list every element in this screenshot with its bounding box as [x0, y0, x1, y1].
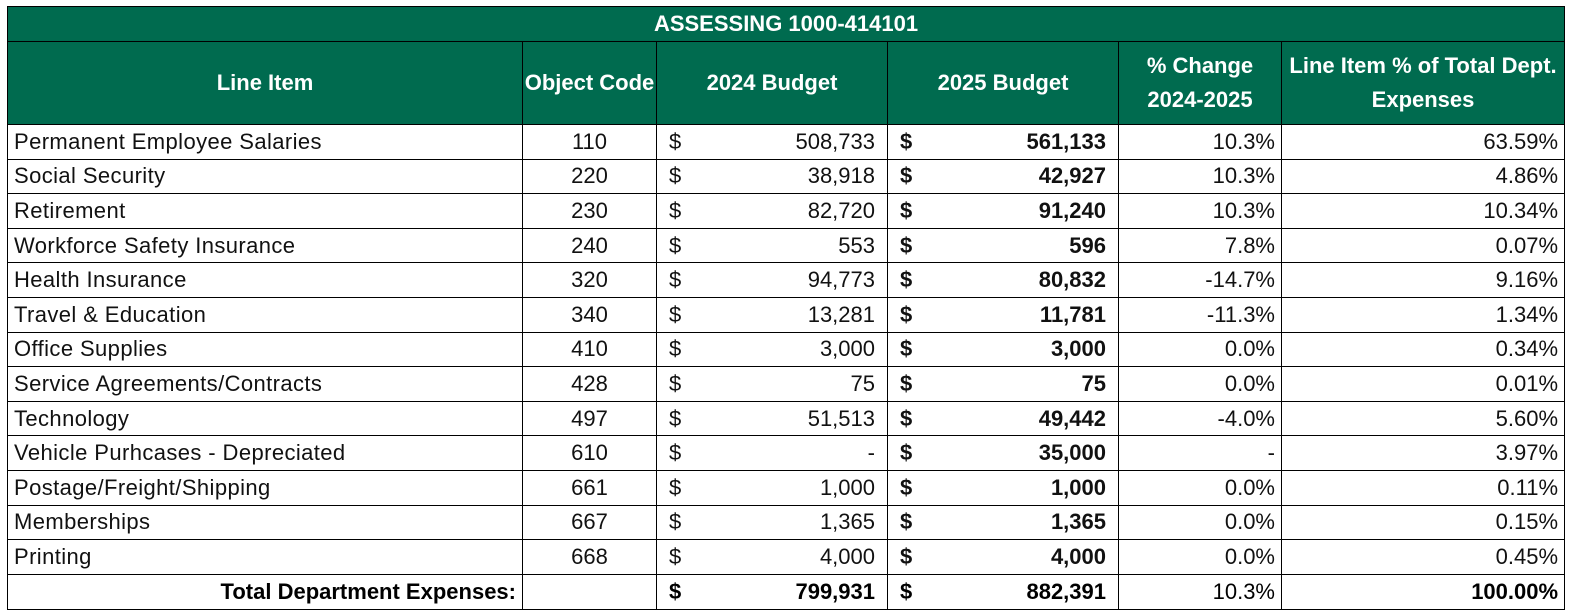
pct-change: 0.0% [1119, 505, 1282, 540]
budget-2024-amount: 38,918 [807, 163, 875, 189]
table-row [8, 263, 1565, 298]
line-item-name: Printing [8, 540, 523, 575]
budget-2024-cell [657, 332, 888, 367]
pct-change: 0.0% [1119, 367, 1282, 402]
line-item-name: Workforce Safety Insurance [8, 228, 523, 263]
budget-2025-amount: 80,832 [1038, 267, 1106, 293]
budget-2025-amount: 35,000 [1038, 440, 1106, 466]
header-row [8, 42, 1565, 125]
currency-symbol: $ [669, 232, 682, 258]
table-row [8, 540, 1565, 575]
budget-2025-amount: 3,000 [1050, 336, 1106, 362]
total-pct-share: 100.00% [1282, 574, 1565, 609]
pct-of-total: 0.01% [1282, 367, 1565, 402]
table-row [8, 436, 1565, 471]
currency-symbol: $ [669, 128, 682, 154]
budget-2024-amount: 1,000 [819, 474, 875, 500]
budget-2025-cell [888, 332, 1119, 367]
budget-2025-cell [888, 436, 1119, 471]
object-code: 340 [523, 297, 657, 332]
currency-symbol: $ [669, 509, 682, 535]
budget-2025-cell [888, 367, 1119, 402]
budget-2024-cell [657, 540, 888, 575]
budget-2024-cell [657, 194, 888, 229]
table-row [8, 401, 1565, 436]
budget-2025-amount: 1,365 [1050, 509, 1106, 535]
budget-2024-cell [657, 367, 888, 402]
total-budget-2024 [657, 574, 888, 609]
budget-2024-amount: 4,000 [819, 543, 875, 569]
pct-of-total: 4.86% [1282, 159, 1565, 194]
object-code: 428 [523, 367, 657, 402]
object-code: 497 [523, 401, 657, 436]
header-line-item: Line Item [8, 42, 523, 125]
header-budget-2025: 2025 Budget [888, 42, 1119, 125]
table-row [8, 367, 1565, 402]
budget-2024-amount: 3,000 [819, 336, 875, 362]
budget-2025-amount: 561,133 [1026, 128, 1106, 154]
budget-2025-cell [888, 194, 1119, 229]
currency-symbol: $ [900, 370, 913, 396]
pct-change: -4.0% [1119, 401, 1282, 436]
title-row [8, 7, 1565, 42]
total-2025-amount: 882,391 [1026, 578, 1106, 604]
table-row [8, 470, 1565, 505]
object-code: 220 [523, 159, 657, 194]
header-pct-change: % Change 2024-2025 [1119, 42, 1282, 125]
pct-of-total: 63.59% [1282, 125, 1565, 160]
budget-2025-cell [888, 228, 1119, 263]
currency-symbol: $ [669, 405, 682, 431]
currency-symbol: $ [669, 163, 682, 189]
currency-symbol: $ [669, 197, 682, 223]
pct-of-total: 1.34% [1282, 297, 1565, 332]
object-code: 668 [523, 540, 657, 575]
table-row [8, 332, 1565, 367]
currency-symbol: $ [669, 474, 682, 500]
pct-of-total: 9.16% [1282, 263, 1565, 298]
budget-2025-amount: 75 [1081, 370, 1106, 396]
pct-change: 7.8% [1119, 228, 1282, 263]
line-item-name: Health Insurance [8, 263, 523, 298]
header-budget-2024: 2024 Budget [657, 42, 888, 125]
budget-2024-cell [657, 125, 888, 160]
budget-2024-cell [657, 505, 888, 540]
budget-2025-amount: 11,781 [1039, 301, 1106, 327]
pct-change: - [1119, 436, 1282, 471]
table-body [8, 125, 1565, 575]
pct-of-total: 10.34% [1282, 194, 1565, 229]
pct-of-total: 0.11% [1282, 470, 1565, 505]
currency-symbol: $ [669, 578, 682, 604]
budget-2025-amount: 4,000 [1050, 543, 1106, 569]
budget-2024-cell [657, 159, 888, 194]
budget-2025-cell [888, 263, 1119, 298]
object-code: 667 [523, 505, 657, 540]
currency-symbol: $ [669, 370, 682, 396]
table-row [8, 228, 1565, 263]
pct-of-total: 5.60% [1282, 401, 1565, 436]
pct-of-total: 3.97% [1282, 436, 1565, 471]
object-code: 410 [523, 332, 657, 367]
pct-change: 0.0% [1119, 540, 1282, 575]
budget-2024-amount: 553 [838, 232, 875, 258]
total-pct-change: 10.3% [1119, 574, 1282, 609]
budget-table-container [7, 6, 1564, 610]
currency-symbol: $ [669, 301, 682, 327]
currency-symbol: $ [900, 509, 913, 535]
pct-change: 10.3% [1119, 194, 1282, 229]
budget-2025-cell [888, 401, 1119, 436]
budget-2025-amount: 49,442 [1038, 405, 1106, 431]
budget-2025-cell [888, 297, 1119, 332]
currency-symbol: $ [900, 474, 913, 500]
header-pct-total: Line Item % of Total Dept. Expenses [1282, 42, 1565, 125]
table-row [8, 159, 1565, 194]
currency-symbol: $ [900, 267, 913, 293]
budget-2025-cell [888, 505, 1119, 540]
budget-2025-amount: 1,000 [1050, 474, 1106, 500]
currency-symbol: $ [900, 163, 913, 189]
pct-change: 0.0% [1119, 470, 1282, 505]
budget-2024-amount: 508,733 [795, 128, 875, 154]
object-code: 110 [523, 125, 657, 160]
line-item-name: Retirement [8, 194, 523, 229]
pct-change: -11.3% [1119, 297, 1282, 332]
budget-2024-amount: 82,720 [807, 197, 875, 223]
budget-2025-cell [888, 159, 1119, 194]
line-item-name: Memberships [8, 505, 523, 540]
budget-2025-amount: 596 [1069, 232, 1106, 258]
budget-2024-amount: 51,513 [807, 405, 875, 431]
currency-symbol: $ [669, 336, 682, 362]
object-code: 610 [523, 436, 657, 471]
table-row [8, 505, 1565, 540]
header-object-code: Object Code [523, 42, 657, 125]
line-item-name: Travel & Education [8, 297, 523, 332]
line-item-name: Social Security [8, 159, 523, 194]
pct-of-total: 0.45% [1282, 540, 1565, 575]
budget-2025-cell [888, 125, 1119, 160]
currency-symbol: $ [900, 232, 913, 258]
table-row [8, 297, 1565, 332]
line-item-name: Technology [8, 401, 523, 436]
pct-change: 10.3% [1119, 125, 1282, 160]
pct-change: 0.0% [1119, 332, 1282, 367]
pct-of-total: 0.15% [1282, 505, 1565, 540]
pct-of-total: 0.34% [1282, 332, 1565, 367]
pct-change: 10.3% [1119, 159, 1282, 194]
budget-2025-amount: 91,240 [1038, 197, 1106, 223]
budget-2024-amount: 94,773 [807, 267, 875, 293]
currency-symbol: $ [669, 543, 682, 569]
line-item-name: Vehicle Purhcases - Depreciated [8, 436, 523, 471]
currency-symbol: $ [900, 405, 913, 431]
table-row [8, 194, 1565, 229]
currency-symbol: $ [669, 267, 682, 293]
object-code: 661 [523, 470, 657, 505]
line-item-name: Postage/Freight/Shipping [8, 470, 523, 505]
budget-2024-cell [657, 297, 888, 332]
currency-symbol: $ [900, 128, 913, 154]
currency-symbol: $ [900, 440, 913, 466]
budget-2024-amount: 13,281 [807, 301, 875, 327]
pct-change: -14.7% [1119, 263, 1282, 298]
currency-symbol: $ [900, 578, 913, 604]
total-row [8, 574, 1565, 609]
budget-table [7, 6, 1565, 610]
total-budget-2025 [888, 574, 1119, 609]
currency-symbol: $ [900, 301, 913, 327]
table-title: ASSESSING 1000-414101 [8, 7, 1565, 42]
total-label: Total Department Expenses: [8, 574, 523, 609]
budget-2024-cell [657, 401, 888, 436]
line-item-name: Service Agreements/Contracts [8, 367, 523, 402]
budget-2025-cell [888, 540, 1119, 575]
budget-2024-cell [657, 263, 888, 298]
budget-2024-cell [657, 470, 888, 505]
table-row [8, 125, 1565, 160]
total-2024-amount: 799,931 [795, 578, 875, 604]
budget-2024-amount: 1,365 [819, 509, 875, 535]
currency-symbol: $ [900, 197, 913, 223]
currency-symbol: $ [669, 440, 682, 466]
object-code: 230 [523, 194, 657, 229]
currency-symbol: $ [900, 336, 913, 362]
currency-symbol: $ [900, 543, 913, 569]
budget-2024-cell [657, 228, 888, 263]
total-code-cell [523, 574, 657, 609]
line-item-name: Permanent Employee Salaries [8, 125, 523, 160]
object-code: 240 [523, 228, 657, 263]
pct-of-total: 0.07% [1282, 228, 1565, 263]
line-item-name: Office Supplies [8, 332, 523, 367]
budget-2024-cell [657, 436, 888, 471]
budget-2024-amount: - [867, 440, 875, 466]
budget-2024-amount: 75 [850, 370, 875, 396]
budget-2025-cell [888, 470, 1119, 505]
object-code: 320 [523, 263, 657, 298]
budget-2025-amount: 42,927 [1038, 163, 1106, 189]
